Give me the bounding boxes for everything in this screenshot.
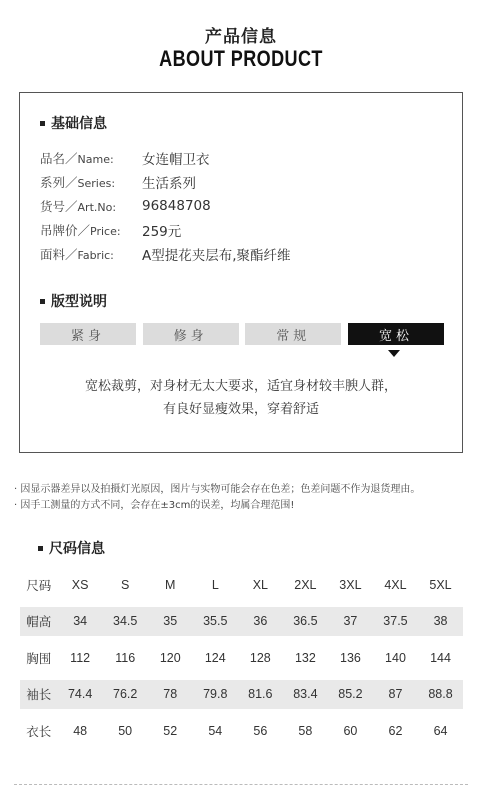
table-cell: 38 — [433, 614, 448, 628]
info-label: 系列／Series: — [40, 175, 116, 190]
info-value: 生活系列 — [142, 176, 196, 192]
table-cell: 35 — [163, 614, 178, 628]
info-row-art-no — [40, 196, 211, 216]
table-cell: 袖长 — [26, 687, 52, 702]
table-cell: 87 — [388, 687, 403, 701]
fit-description-line2: 有良好显瘦效果，穿着舒适 — [162, 402, 319, 417]
info-row-name — [40, 148, 210, 168]
square-bullet-icon — [40, 121, 45, 126]
size-info-title: 尺码信息 — [49, 541, 105, 557]
table-cell: 74.4 — [67, 687, 93, 701]
table-cell: 34 — [73, 614, 88, 628]
info-value: A型提花夹层布,聚酯纤维 — [142, 248, 291, 264]
table-header-cell: 5XL — [429, 577, 452, 592]
table-row — [20, 607, 463, 636]
fit-option-regular: 常规 — [245, 323, 341, 345]
table-cell: 78 — [163, 687, 178, 701]
info-label: 品名／Name: — [40, 151, 114, 166]
size-table — [20, 570, 463, 753]
table-cell: 83.4 — [293, 687, 318, 701]
table-row — [20, 680, 463, 709]
table-cell: 36 — [253, 614, 268, 628]
info-value: 259元 — [142, 224, 182, 240]
table-cell: 帽高 — [26, 614, 52, 629]
table-cell: 120 — [159, 650, 181, 665]
table-header-cell: 3XL — [339, 577, 362, 592]
table-cell: 144 — [430, 650, 451, 665]
info-row-fabric — [40, 244, 291, 264]
selected-indicator-arrow-icon — [388, 350, 400, 357]
info-value: 96848708 — [142, 198, 211, 214]
table-cell: 76.2 — [113, 687, 138, 701]
info-label: 吊牌价／Price: — [40, 223, 121, 238]
table-cell: 34.5 — [113, 614, 138, 628]
table-cell: 58 — [298, 723, 313, 738]
table-row — [20, 716, 463, 745]
table-cell: 37.5 — [383, 614, 408, 628]
info-value: 女连帽卫衣 — [142, 152, 210, 168]
table-cell: 54 — [208, 723, 223, 738]
table-cell: 79.8 — [203, 687, 228, 701]
table-cell: 衣长 — [26, 723, 52, 739]
table-cell: 85.2 — [338, 687, 363, 701]
table-header-cell: 尺码 — [26, 577, 52, 593]
basic-info-title: 基础信息 — [51, 116, 107, 132]
size-header-row — [20, 570, 463, 599]
table-header-cell: 4XL — [384, 577, 407, 592]
table-cell: 50 — [118, 723, 133, 738]
fit-heading — [40, 291, 107, 311]
table-cell: 88.8 — [428, 687, 453, 701]
table-header-cell: L — [211, 577, 219, 592]
info-label: 货号／Art.No: — [40, 199, 117, 214]
fit-scale — [40, 323, 444, 345]
size-info-heading — [38, 538, 105, 558]
table-cell: 132 — [294, 650, 316, 665]
table-cell: 56 — [253, 723, 268, 738]
table-header-cell: M — [165, 577, 176, 592]
info-row-price — [40, 220, 181, 240]
table-cell: 35.5 — [203, 614, 228, 628]
square-bullet-icon — [38, 546, 43, 551]
square-bullet-icon — [40, 299, 45, 304]
table-cell: 136 — [340, 650, 361, 665]
table-cell: 124 — [204, 650, 226, 665]
fit-description-line1: 宽松裁剪，对身材无太大要求，适宜身材较丰腴人群， — [84, 379, 397, 394]
table-header-cell: S — [121, 577, 130, 592]
table-cell: 112 — [70, 650, 91, 665]
table-cell: 140 — [385, 650, 406, 665]
bottom-divider — [14, 784, 468, 785]
basic-info-heading — [40, 113, 107, 133]
table-cell: 60 — [343, 723, 358, 738]
info-label: 面料／Fabric: — [40, 247, 114, 262]
table-cell: 37 — [343, 614, 358, 628]
table-header-cell: XL — [252, 577, 268, 592]
table-cell: 48 — [73, 723, 88, 738]
table-cell: 52 — [163, 723, 178, 738]
table-cell: 胸围 — [26, 650, 52, 666]
fit-option-loose: 宽松 — [348, 323, 444, 345]
table-cell: 128 — [249, 650, 271, 665]
page-title-en: ABOUT PRODUCT — [159, 46, 323, 71]
product-info-box — [19, 92, 463, 453]
note-color-difference: · 因显示器差异以及拍摄灯光原因，图片与实物可能会存在色差；色差问题不作为退货理由。 — [14, 484, 421, 495]
table-row — [20, 643, 463, 672]
table-cell: 81.6 — [248, 687, 273, 701]
table-header-cell: XS — [71, 577, 89, 592]
table-header-cell: 2XL — [294, 577, 317, 592]
note-measurement-error: · 因手工测量的方式不同，会存在±3cm的误差，均属合理范围! — [14, 500, 295, 511]
fit-option-slim: 修身 — [143, 323, 239, 345]
fit-option-tight: 紧身 — [40, 323, 136, 345]
table-cell: 64 — [433, 723, 448, 738]
info-row-series — [40, 172, 196, 192]
fit-title: 版型说明 — [51, 294, 107, 310]
table-cell: 36.5 — [293, 614, 318, 628]
page-title-cn: 产品信息 — [205, 27, 277, 47]
table-cell: 116 — [115, 650, 136, 665]
table-cell: 62 — [388, 723, 403, 738]
